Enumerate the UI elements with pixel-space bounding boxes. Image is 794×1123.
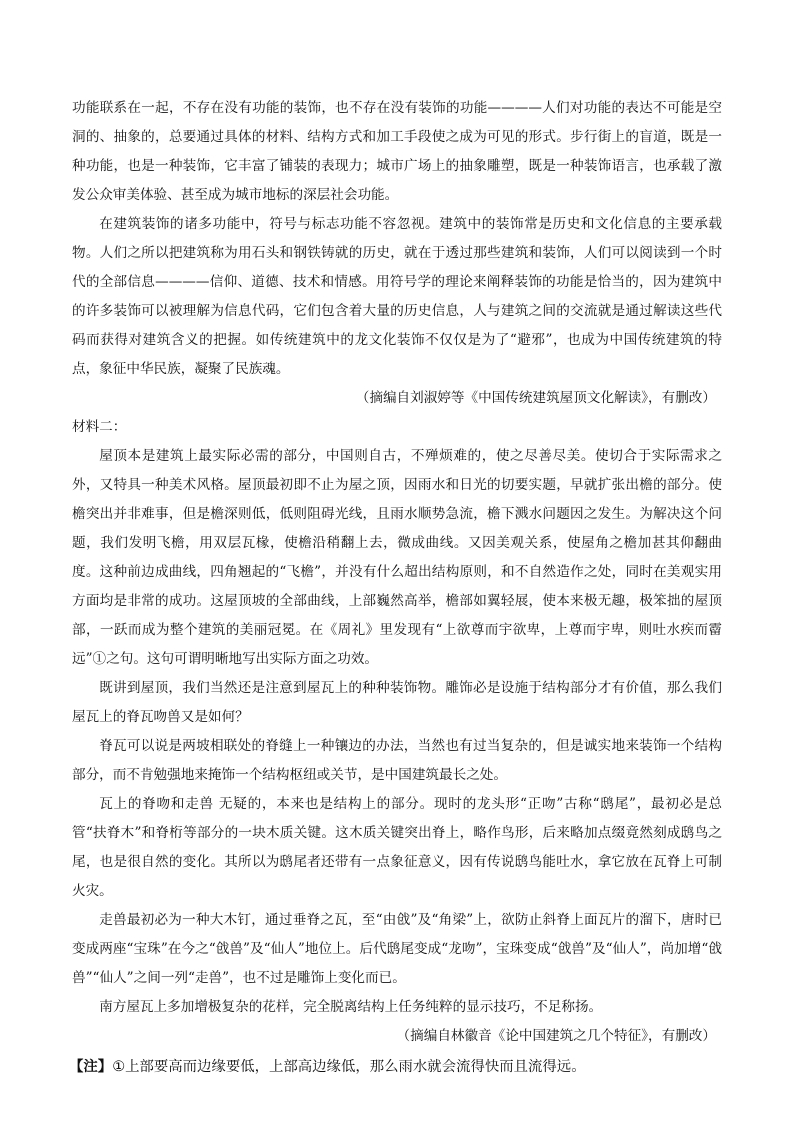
paragraph-ridge-beast: 瓦上的脊吻和走兽 无疑的，本来也是结构上的部分。现时的龙头形“正吻”古称“鸱尾”，最初必是总管“扶脊木”和脊桁等部分的一块木质关键。这木质关键突出脊上，略作鸟形，后来略加点缀竟然刻成鸱鸟之尾，也是很自然的变化。其所以为鸱尾者还带有一点象征意义，因有传说鸱鸟能吐水，拿它放在瓦脊上可制火灾。 (72, 796, 722, 899)
source-citation-1: （摘编自刘淑婷等《中国传统建筑屋顶文化解读》，有删改） (355, 390, 716, 406)
paragraph-roof-decoration: 既讲到屋顶，我们当然还是注意到屋瓦上的种种装饰物。雕饰必是设施于结构部分才有价值，那么我们屋瓦上的脊瓦吻兽又是如何？ (72, 680, 722, 725)
paragraph-symbol-function: 在建筑装饰的诸多功能中，符号与标志功能不容忽视。建筑中的装饰常是历史和文化信息的主要承载物。人们之所以把建筑称为用石头和钢铁铸就的历史，就在于透过那些建筑和装饰，人们可以阅读到一个时代的全部信息————信仰、道德、技术和情感。用符号学的理论来阐释装饰的功能是恰当的，因为建筑中的许多装饰可以被理解为信息代码，它们包含着大量的历史信息，人与建筑之间的交流就是通过解读这些代码而获得对建筑含义的把握。如传统建筑中的龙文化装饰不仅仅是为了“避邪”，也成为中国传统建筑的特点，象征中华民族，凝聚了民族魂。 (72, 216, 722, 377)
footnote-mark: 【注】 (69, 1059, 113, 1075)
article-body (69, 94, 722, 1081)
footnote (69, 1053, 722, 1081)
paragraph-walking-beast: 走兽最初必为一种大木钉，通过垂脊之瓦，至“由戗”及“角梁”上，欲防止斜脊上面瓦片的溜下，唐时已变成两座“宝珠”在今之“戗兽”及“仙人”地位上。后代鸱尾变成“龙吻”，宝珠变成“戗兽”及“仙人”，尚加增“戗兽”“仙人”之间一列“走兽”，也不过是雕饰上变化而已。 (72, 912, 722, 986)
paragraph-function-decoration: 功能联系在一起，不存在没有功能的装饰，也不存在没有装饰的功能————人们对功能的表达不可能是空洞的、抽象的，总要通过具体的材料、结构方式和加工手段使之成为可见的形式。步行街上的盲道，既是一种功能，也是一种装饰，它丰富了铺装的表现力；城市广场上的抽象雕塑，既是一种装饰语言，也承载了激发公众审美体验、甚至成为城市地标的深层社会功能。 (72, 100, 722, 203)
paragraph-roof: 屋顶本是建筑上最实际必需的部分，中国则自古，不殚烦难的，使之尽善尽美。使切合于实际需求之外，又特具一种美术风格。屋顶最初即不止为屋之顶，因雨水和日光的切要实题，早就扩张出檐的部分。使檐突出并非难事，但是檐深则低，低则阻碍光线，且雨水顺势急流，檐下溅水问题因之发生。为解决这个问题，我们发明飞檐，用双层瓦椽，使檐沿稍翻上去，微成曲线。又因美观关系，使屋角之檐加甚其仰翻曲度。这种前边成曲线，四角翘起的“飞檐”，并没有什么超出结构原则，和不自然造作之处，同时在美观实用方面均是非常的成功。这屋顶坡的全部曲线，上部巍然高举，檐部如翼轻展，使本来极无趣，极笨拙的屋顶部，一跃而成为整个建筑的美丽冠冕。在《周礼》里发现有“上欲尊而宇欲卑，上尊而宇卑，则吐水疾而霤远”①之句。这句可谓明晰地写出实际方面之功效。 (72, 448, 722, 667)
paragraph-ridge-tile: 脊瓦可以说是两坡相联处的脊缝上一种镶边的办法，当然也有过当复杂的，但是诚实地来装饰一个结构部分，而不肯勉强地来掩饰一个结构枢纽或关节，是中国建筑最长之处。 (72, 738, 722, 783)
source-citation-2: （摘编自林徽音《论中国建筑之几个特征》，有删改） (396, 1028, 716, 1044)
paragraph-southern-roof: 南方屋瓦上多加增极复杂的花样，完全脱离结构上任务纯粹的显示技巧，不足称扬。 (99, 999, 603, 1015)
footnote-text: ①上部要高而边缘要低，上部高边缘低，那么雨水就会流得快而且流得远。 (112, 1059, 586, 1075)
material-2-label: 材料二： (72, 419, 127, 435)
